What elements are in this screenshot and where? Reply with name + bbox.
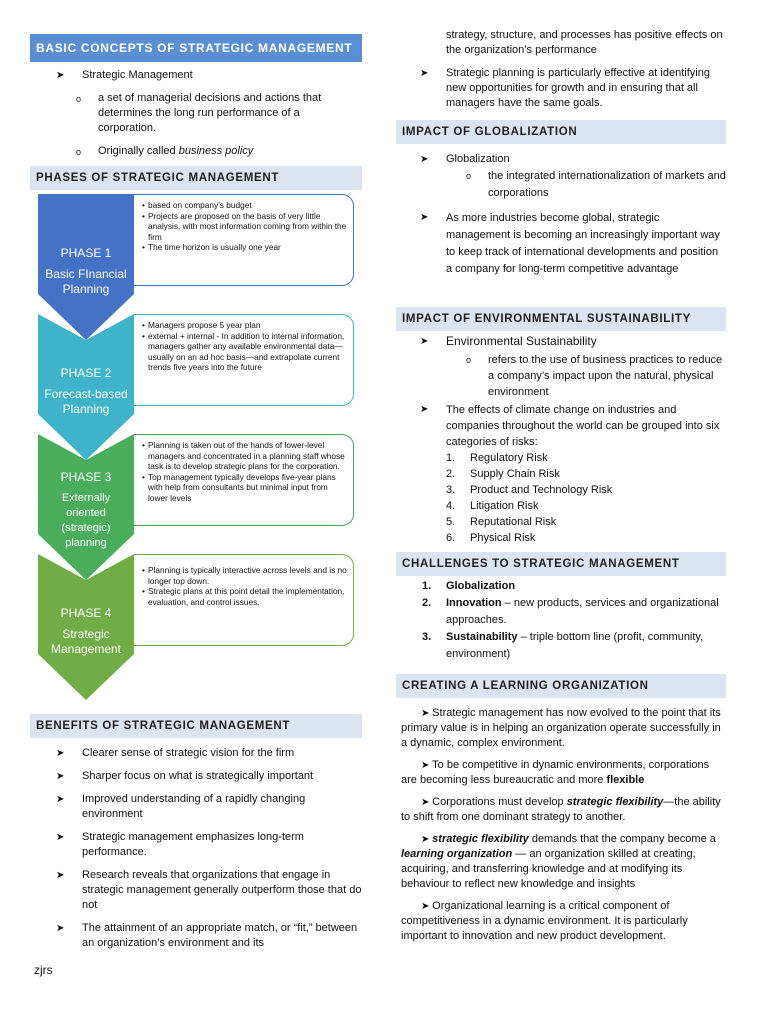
circle-bullet-icon: o [76,94,82,104]
challenges-list [422,578,724,663]
continued-benefits [420,28,726,111]
learning-paragraphs [401,706,726,944]
arrow-bullet-icon: ➤ [420,68,429,79]
list-item: ➤ The effects of climate change on industries and companies throughout the world can be grouped into six categories of risks: [420,404,720,448]
risk-list [446,450,726,546]
section-header-globalization: IMPACT OF GLOBALIZATION [396,120,726,144]
dot-bullet-icon: • [142,330,145,341]
circle-bullet-icon: o [76,147,82,157]
dot-bullet-icon: • [142,242,145,252]
benefits-list [56,746,362,951]
phase-bullet: • Projects are proposed on the basis of very little analysis, with most information coming from within the firm [142,210,347,242]
signature: zjrs [34,963,53,977]
list-item: 2. Supply Chain Risk [446,468,560,480]
list-item: ➤ Environmental Sustainability [420,334,597,348]
circle-bullet-icon: o [466,171,472,181]
phase-number: PHASE 2 [60,366,112,380]
paragraph: ➤ Corporations must develop strategic flexibility—the ability to shift from one dominant strategy to another. [401,796,721,823]
paragraph: ➤ To be competitive in dynamic environments, corporations are becoming less bureaucratic and more flexible [401,759,710,786]
basic-concepts-list [56,68,356,160]
circle-bullet-icon: o [466,355,472,365]
phase-description-box [134,314,354,406]
section-header-challenges: CHALLENGES TO STRATEGIC MANAGEMENT [396,552,726,576]
phase-bullet: • Planning is taken out of the hands of lower-level managers and concentrated in a planning staff whose task is to develop strategic plans for the corporation. [142,440,345,471]
section-header-phases: PHASES OF STRATEGIC MANAGEMENT [30,166,362,190]
phase-description-box [134,194,354,286]
phase-description-box [134,554,354,646]
paragraph: ➤ Strategic management has now evolved to the point that its primary value is in helping an organization operate successfully in a dynamic, complex environment. [401,707,721,749]
phase-title: Basic FInancial Planning [45,267,127,296]
phase-label [38,606,134,657]
phase-bullet: • Managers propose 5 year plan [142,320,261,330]
section-header-benefits: BENEFITS OF STRATEGIC MANAGEMENT [30,714,362,738]
list-item: o Originally called business policy [76,144,356,160]
list-item: 3. Product and Technology Risk [446,484,613,496]
dot-bullet-icon: • [142,200,145,210]
arrow-bullet-icon: ➤ [56,794,65,805]
phase-bullet: • The time horizon is usually one year [142,242,281,252]
phase-4 [38,554,358,704]
section-header-sustainability: IMPACT OF ENVIRONMENTAL SUSTAINABILITY [396,307,726,331]
arrow-bullet-icon: ➤ [420,404,429,415]
phase-title: Strategic Management [50,627,122,656]
paragraph: ➤ strategic flexibility demands that the company become a learning organization — an organization skilled at creating, acquiring, and transferring knowledge and at modifying its behaviour to reflect new knowledge and insights [401,833,716,890]
phase-label [38,366,134,417]
list-item: 3. Sustainability – triple bottom line (profit, community, environment) [422,631,704,660]
list-item: 4. Litigation Risk [446,500,539,512]
arrow-bullet-icon: ➤ [421,760,433,771]
phase-label [38,470,134,551]
list-item: ➤ Strategic planning is particularly effective at identifying new opportunities for growth and in ensuring that all managers have the same goals. [420,67,710,109]
list-item: 1. Globalization [422,580,516,592]
dot-bullet-icon: • [142,471,145,482]
phase-label [38,246,134,297]
list-item: ➤ Sharper focus on what is strategically important [56,770,314,782]
phase-title: Forecast-based Planning [44,387,128,416]
arrow-bullet-icon: ➤ [420,212,429,223]
list-item: strategy, structure, and processes has positive effects on the organization’s performance [446,29,723,56]
phase-title: Externally oriented (strategic) planning [61,492,111,549]
arrow-bullet-icon: ➤ [421,901,433,912]
list-item: 2. Innovation – new products, services and organizational approaches. [422,597,719,626]
arrow-bullet-icon: ➤ [56,870,65,881]
phase-number: PHASE 1 [60,246,112,260]
section-header-learning: CREATING A LEARNING ORGANIZATION [396,674,726,698]
paragraph: ➤ Organizational learning is a critical component of competitiveness in a dynamic environment. It is particularly important to innovation and new product development. [401,900,688,942]
list-item: o the integrated internationalization of markets and corporations [466,168,726,202]
arrow-bullet-icon: ➤ [421,708,433,719]
globalization-list [420,152,726,278]
list-item: ➤ Strategic management emphasizes long-term performance. [56,831,304,858]
phase-bullet: • external + internal - In addition to internal information, managers gather any available environmental data—usually on an ad hoc basis—and extrapolate current trends five years into the future [142,330,345,372]
sustainability-list [420,334,726,546]
list-item: ➤ Strategic Management [56,69,193,81]
phase-bullet: • Strategic plans at this point detail the implementation, evaluation, and control issues. [142,586,345,607]
list-item: o a set of managerial decisions and actions that determines the long run performance of a corporation. [76,92,322,134]
section-header-basic-concepts: BASIC CONCEPTS OF STRATEGIC MANAGEMENT [30,34,362,62]
phase-number: PHASE 3 [60,470,112,484]
arrow-bullet-icon: ➤ [420,154,429,165]
phase-bullet: • based on company’s budget [142,200,252,210]
dot-bullet-icon: • [142,565,145,575]
arrow-bullet-icon: ➤ [421,797,433,808]
list-item: 1. Regulatory Risk [446,452,548,464]
arrow-bullet-icon: ➤ [421,834,433,845]
phase-bullet: • Planning is typically interactive across levels and is no longer top down. [142,565,347,586]
arrow-bullet-icon: ➤ [56,748,65,759]
list-item: ➤ Research reveals that organizations that engage in strategic management generally outperform those that do not [56,869,362,911]
list-item: ➤ Improved understanding of a rapidly changing environment [56,793,306,820]
dot-bullet-icon: • [142,440,145,450]
phase-bullet: • Top management typically develops five-year plans with help from consultants but minimal input from lower levels [142,471,336,503]
phase-description-box [134,434,354,526]
arrow-bullet-icon: ➤ [56,923,65,934]
list-item: 5. Reputational Risk [446,516,557,528]
list-item: 6. Physical Risk [446,532,536,544]
dot-bullet-icon: • [142,320,145,330]
dot-bullet-icon: • [142,210,145,221]
arrow-bullet-icon: ➤ [56,70,65,81]
list-item: ➤ Globalization [420,153,510,165]
phase-number: PHASE 4 [60,606,112,620]
list-item: ➤ Clearer sense of strategic vision for the firm [56,747,295,759]
list-item: ➤ As more industries become global, strategic management is becoming an increasingly important way to keep track of international developments and position a company for long-term competitive advantage [420,210,726,278]
arrow-bullet-icon: ➤ [56,832,65,843]
arrow-bullet-icon: ➤ [56,771,65,782]
list-item: ➤ The attainment of an appropriate match, or “fit,” between an organization’s environment and its [56,922,358,949]
dot-bullet-icon: • [142,586,145,596]
list-item: o refers to the use of business practices to reduce a company’s impact upon the natural, physical environment [466,354,723,398]
arrow-bullet-icon: ➤ [420,336,429,347]
